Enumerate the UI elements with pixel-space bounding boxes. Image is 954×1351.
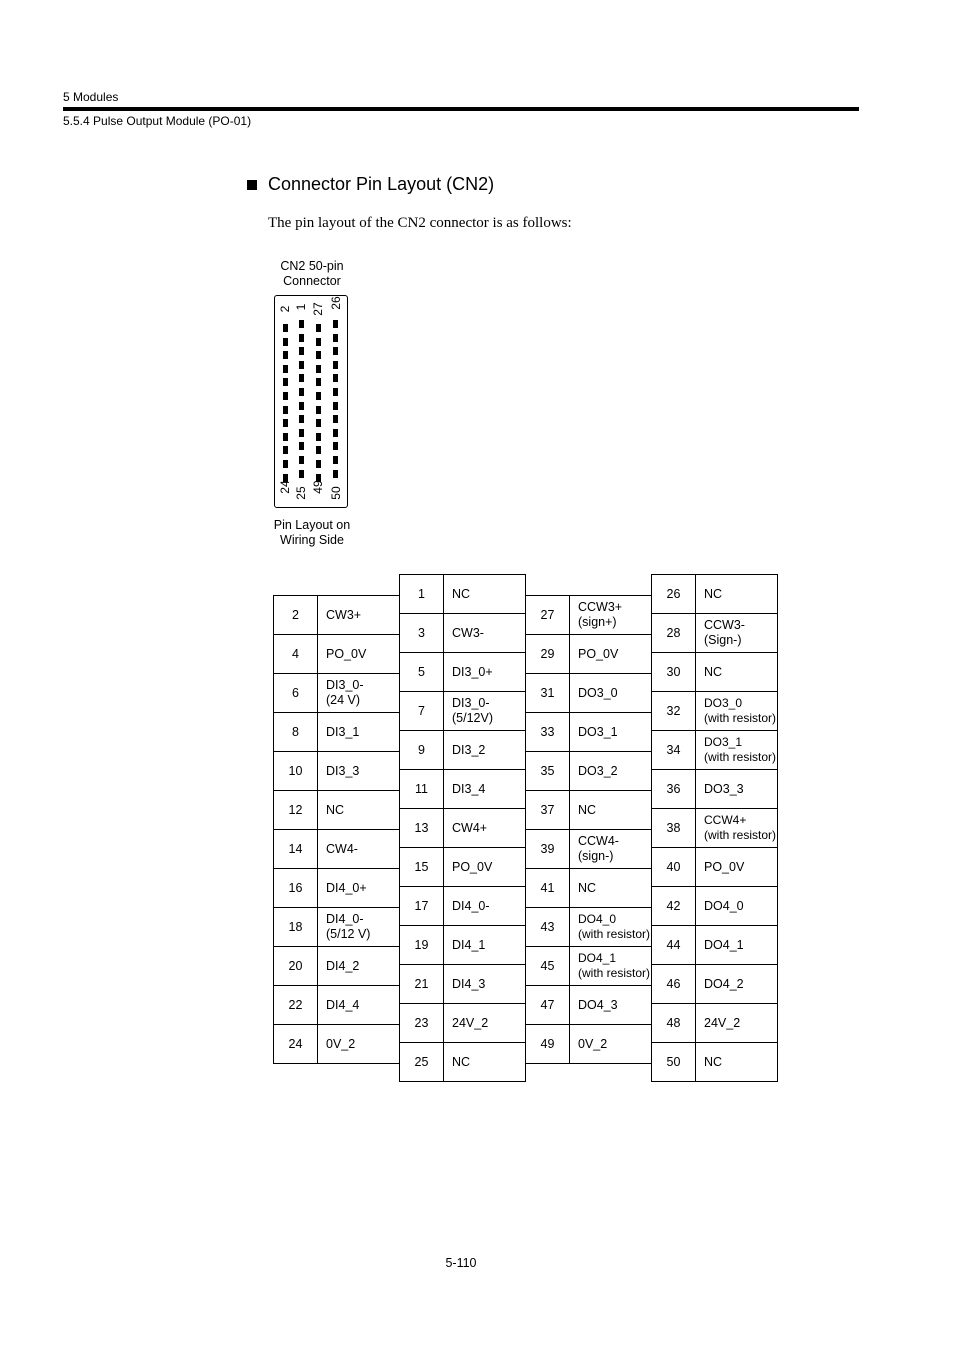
- connector-pin-mark: [333, 388, 338, 396]
- pin-number: 27: [526, 596, 570, 635]
- connector-pin-mark: [333, 470, 338, 478]
- pin-signal: [444, 926, 526, 965]
- connector-pin-mark: [316, 338, 321, 346]
- signal-line: DI3_2: [452, 742, 486, 757]
- signal-line: CW4-: [326, 841, 358, 856]
- signal-line: NC: [578, 880, 597, 895]
- signal-line: DI3_0+: [452, 664, 493, 679]
- pin-number: 30: [652, 653, 696, 692]
- pin-number: 41: [526, 869, 570, 908]
- signal-line: 24V_2: [704, 1015, 741, 1030]
- pin-signal: [696, 614, 778, 653]
- connector-pin-mark: [333, 429, 338, 437]
- connector-pin-mark: [333, 334, 338, 342]
- pin-number: 8: [274, 713, 318, 752]
- pin-number: 36: [652, 770, 696, 809]
- signal-line: DO4_0: [578, 912, 617, 926]
- connector-pin-mark: [299, 429, 304, 437]
- signal-line: DI3_0-: [452, 696, 490, 710]
- signal-line: (with resistor): [704, 828, 777, 842]
- pin-signal: [570, 986, 652, 1025]
- table-row: [274, 635, 400, 674]
- pin-number: 47: [526, 986, 570, 1025]
- signal-line: DI3_4: [452, 781, 486, 796]
- table-row: [526, 791, 652, 830]
- signal-line: 0V_2: [326, 1036, 356, 1051]
- table-row: [400, 926, 526, 965]
- pin-table-column-3: [525, 595, 652, 1064]
- pin-number: 20: [274, 947, 318, 986]
- signal-line: (24 V): [326, 693, 361, 707]
- pin-signal: [444, 887, 526, 926]
- pin-signal: [318, 635, 400, 674]
- signal-line: DO4_3: [578, 997, 618, 1012]
- table-row: [526, 830, 652, 869]
- pin-number: 22: [274, 986, 318, 1025]
- pin-number: 33: [526, 713, 570, 752]
- pin-signal: [444, 614, 526, 653]
- connector-pin-mark: [333, 361, 338, 369]
- bullet-square-icon: [247, 180, 257, 190]
- connector-pin-mark: [299, 470, 304, 478]
- table-row: [274, 869, 400, 908]
- connector-pin-label-top: 2: [278, 305, 292, 313]
- connector-pin-mark: [333, 374, 338, 382]
- pin-number: 19: [400, 926, 444, 965]
- pin-number: 45: [526, 947, 570, 986]
- connector-pin-mark: [299, 374, 304, 382]
- pin-number: 25: [400, 1043, 444, 1082]
- signal-line: (with resistor): [704, 750, 777, 764]
- connector-pin-mark: [299, 361, 304, 369]
- connector-pin-label-bottom: 50: [329, 486, 343, 500]
- caption-line: Connector: [283, 274, 341, 288]
- table-row: [526, 752, 652, 791]
- pin-signal: [318, 869, 400, 908]
- signal-line: PO_0V: [704, 859, 745, 874]
- table-row: [652, 653, 778, 692]
- table-row: [652, 1004, 778, 1043]
- pin-number: 2: [274, 596, 318, 635]
- pin-signal: [318, 830, 400, 869]
- pin-signal: [318, 908, 400, 947]
- signal-line: DO4_0: [704, 898, 744, 913]
- pin-signal: [696, 848, 778, 887]
- table-row: [274, 713, 400, 752]
- pin-signal: [570, 635, 652, 674]
- table-row: [274, 908, 400, 947]
- table-row: [274, 1025, 400, 1064]
- signal-line: DO4_2: [704, 976, 744, 991]
- signal-line: CCW3-: [704, 618, 745, 632]
- table-row: [526, 596, 652, 635]
- page-number: 5-110: [445, 1256, 477, 1270]
- connector-pin-label-bottom: 24: [278, 480, 292, 494]
- signal-line: DI3_3: [326, 763, 360, 778]
- pin-signal: [318, 791, 400, 830]
- intro-text: The pin layout of the CN2 connector is as follows:: [268, 215, 572, 231]
- pin-number: 34: [652, 731, 696, 770]
- connector-pin-mark: [316, 433, 321, 441]
- signal-line: DO3_3: [704, 781, 744, 796]
- table-row: [274, 674, 400, 713]
- connector-pin-mark: [333, 347, 338, 355]
- pin-number: 15: [400, 848, 444, 887]
- connector-pin-mark: [333, 402, 338, 410]
- connector-diagram: [274, 295, 348, 508]
- pin-signal: [696, 809, 778, 848]
- pin-signal: [444, 575, 526, 614]
- pin-number: 23: [400, 1004, 444, 1043]
- table-row: [526, 869, 652, 908]
- connector-pin-mark: [283, 419, 288, 427]
- signal-line: NC: [704, 664, 723, 679]
- pin-number: 39: [526, 830, 570, 869]
- table-row: [652, 887, 778, 926]
- connector-pin-label-top: 27: [311, 302, 325, 316]
- connector-pin-mark: [283, 378, 288, 386]
- table-row: [400, 692, 526, 731]
- signal-line: (5/12V): [452, 711, 493, 725]
- signal-line: (with resistor): [704, 711, 777, 725]
- table-row: [400, 1043, 526, 1082]
- pin-number: 38: [652, 809, 696, 848]
- pin-number: 32: [652, 692, 696, 731]
- signal-line: DI4_4: [326, 997, 360, 1012]
- connector-pin-label-bottom: 25: [294, 486, 308, 500]
- caption-line: Wiring Side: [280, 533, 344, 547]
- pin-number: 9: [400, 731, 444, 770]
- signal-line: DO4_1: [578, 951, 617, 965]
- pin-signal: [570, 596, 652, 635]
- signal-line: DO3_2: [578, 763, 618, 778]
- signal-line: DI3_0-: [326, 678, 364, 692]
- pin-number: 35: [526, 752, 570, 791]
- table-row: [274, 752, 400, 791]
- pin-number: 24: [274, 1025, 318, 1064]
- table-row: [274, 947, 400, 986]
- pin-table-column-1: [273, 595, 400, 1064]
- connector-pin-label-top: 1: [294, 303, 308, 311]
- table-row: [526, 674, 652, 713]
- pin-number: 49: [526, 1025, 570, 1064]
- table-row: [526, 986, 652, 1025]
- table-row: [400, 887, 526, 926]
- pin-signal: [570, 869, 652, 908]
- pin-signal: [696, 965, 778, 1004]
- table-row: [274, 830, 400, 869]
- pin-signal: [444, 965, 526, 1004]
- signal-line: (sign+): [578, 615, 617, 629]
- signal-line: NC: [704, 1054, 723, 1069]
- pin-number: 28: [652, 614, 696, 653]
- caption-line: CN2 50-pin: [280, 259, 344, 273]
- pin-number: 48: [652, 1004, 696, 1043]
- signal-line: PO_0V: [452, 859, 493, 874]
- pin-signal: [444, 770, 526, 809]
- pin-number: 40: [652, 848, 696, 887]
- table-row: [652, 692, 778, 731]
- connector-pin-mark: [299, 334, 304, 342]
- connector-pin-mark: [316, 419, 321, 427]
- signal-line: 24V_2: [452, 1015, 489, 1030]
- table-row: [400, 1004, 526, 1043]
- connector-pin-mark: [316, 351, 321, 359]
- pin-signal: [444, 731, 526, 770]
- signal-line: DI4_3: [452, 976, 486, 991]
- connector-pin-mark: [316, 460, 321, 468]
- table-row: [400, 770, 526, 809]
- connector-pin-mark: [316, 378, 321, 386]
- signal-line: NC: [452, 586, 471, 601]
- signal-line: DO3_1: [578, 724, 618, 739]
- connector-pin-mark: [283, 365, 288, 373]
- chapter-header: 5 Modules: [63, 90, 119, 104]
- connector-pin-mark: [316, 392, 321, 400]
- pin-signal: [570, 908, 652, 947]
- pin-number: 7: [400, 692, 444, 731]
- signal-line: DO3_0: [704, 696, 743, 710]
- pin-signal: [444, 809, 526, 848]
- pin-signal: [696, 926, 778, 965]
- section-title: Connector Pin Layout (CN2): [268, 174, 495, 194]
- pin-signal: [696, 731, 778, 770]
- pin-signal: [318, 713, 400, 752]
- table-row: [526, 908, 652, 947]
- table-row: [652, 809, 778, 848]
- connector-pin-mark: [283, 433, 288, 441]
- connector-pin-mark: [316, 406, 321, 414]
- table-row: [400, 965, 526, 1004]
- pin-signal: [318, 986, 400, 1025]
- connector-pin-mark: [299, 388, 304, 396]
- table-row: [400, 809, 526, 848]
- pin-number: 50: [652, 1043, 696, 1082]
- signal-line: DO3_1: [704, 735, 743, 749]
- connector-pin-mark: [283, 351, 288, 359]
- connector-pin-label-top: 26: [329, 296, 343, 310]
- pin-number: 21: [400, 965, 444, 1004]
- pin-number: 42: [652, 887, 696, 926]
- pin-signal: [696, 575, 778, 614]
- pin-signal: [444, 1004, 526, 1043]
- table-row: [526, 1025, 652, 1064]
- signal-line: (sign-): [578, 849, 614, 863]
- table-row: [400, 575, 526, 614]
- pin-number: 37: [526, 791, 570, 830]
- table-row: [400, 848, 526, 887]
- signal-line: CCW4+: [704, 813, 747, 827]
- pin-signal: [318, 1025, 400, 1064]
- connector-pin-mark: [333, 320, 338, 328]
- signal-line: DI4_1: [452, 937, 486, 952]
- pin-signal: [570, 752, 652, 791]
- connector-pin-mark: [283, 406, 288, 414]
- pin-signal: [570, 674, 652, 713]
- connector-pin-mark: [333, 415, 338, 423]
- pin-signal: [696, 692, 778, 731]
- pin-number: 16: [274, 869, 318, 908]
- pin-signal: [444, 1043, 526, 1082]
- pin-signal: [570, 830, 652, 869]
- signal-line: NC: [326, 802, 345, 817]
- pin-signal: [570, 947, 652, 986]
- pin-signal: [444, 848, 526, 887]
- signal-line: CCW4-: [578, 834, 619, 848]
- signal-line: CW3-: [452, 625, 484, 640]
- connector-caption-top: [262, 259, 362, 289]
- table-row: [400, 614, 526, 653]
- signal-line: DI3_1: [326, 724, 360, 739]
- signal-line: (Sign-): [704, 633, 742, 647]
- pin-signal: [696, 770, 778, 809]
- table-row: [274, 596, 400, 635]
- pin-signal: [318, 752, 400, 791]
- signal-line: PO_0V: [578, 646, 619, 661]
- signal-line: DI4_0-: [452, 898, 490, 913]
- table-row: [652, 770, 778, 809]
- table-row: [274, 791, 400, 830]
- pin-signal: [444, 692, 526, 731]
- connector-pin-mark: [316, 324, 321, 332]
- connector-pin-mark: [333, 456, 338, 464]
- connector-pin-mark: [283, 446, 288, 454]
- pin-number: 17: [400, 887, 444, 926]
- pin-signal: [318, 596, 400, 635]
- signal-line: CCW3+: [578, 600, 623, 614]
- pin-number: 44: [652, 926, 696, 965]
- pin-number: 18: [274, 908, 318, 947]
- signal-line: PO_0V: [326, 646, 367, 661]
- pin-signal: [318, 674, 400, 713]
- table-row: [652, 731, 778, 770]
- connector-pin-mark: [299, 402, 304, 410]
- connector-caption-bottom: [262, 518, 362, 548]
- pin-number: 5: [400, 653, 444, 692]
- connector-pin-mark: [283, 392, 288, 400]
- pin-number: 12: [274, 791, 318, 830]
- signal-line: (with resistor): [578, 927, 651, 941]
- signal-line: (with resistor): [578, 966, 651, 980]
- connector-pin-mark: [316, 365, 321, 373]
- connector-pin-mark: [299, 442, 304, 450]
- section-heading: [247, 174, 494, 195]
- table-row: [400, 731, 526, 770]
- connector-pin-mark: [283, 460, 288, 468]
- pin-number: 10: [274, 752, 318, 791]
- connector-pin-mark: [299, 415, 304, 423]
- table-row: [652, 614, 778, 653]
- pin-signal: [318, 947, 400, 986]
- signal-line: NC: [578, 802, 597, 817]
- signal-line: 0V_2: [578, 1036, 608, 1051]
- pin-number: 46: [652, 965, 696, 1004]
- signal-line: DO4_1: [704, 937, 744, 952]
- pin-number: 3: [400, 614, 444, 653]
- pin-number: 4: [274, 635, 318, 674]
- table-row: [526, 713, 652, 752]
- connector-pin-mark: [299, 456, 304, 464]
- table-row: [526, 947, 652, 986]
- connector-pin-mark: [333, 442, 338, 450]
- pin-signal: [696, 1004, 778, 1043]
- table-row: [652, 926, 778, 965]
- header-rule: [63, 107, 859, 111]
- table-row: [652, 1043, 778, 1082]
- pin-signal: [696, 1043, 778, 1082]
- connector-pin-mark: [283, 324, 288, 332]
- connector-pin-mark: [299, 347, 304, 355]
- signal-line: DI4_2: [326, 958, 360, 973]
- pin-number: 43: [526, 908, 570, 947]
- table-row: [274, 986, 400, 1025]
- pin-signal: [570, 713, 652, 752]
- pin-signal: [696, 887, 778, 926]
- pin-number: 6: [274, 674, 318, 713]
- connector-pin-label-bottom: 49: [311, 480, 325, 494]
- pin-number: 29: [526, 635, 570, 674]
- pin-signal: [444, 653, 526, 692]
- pin-signal: [570, 1025, 652, 1064]
- pin-table-column-4: [651, 574, 778, 1082]
- pin-signal: [570, 791, 652, 830]
- subsection-header: 5.5.4 Pulse Output Module (PO-01): [63, 114, 252, 128]
- pin-number: 13: [400, 809, 444, 848]
- signal-line: (5/12 V): [326, 927, 371, 941]
- table-row: [652, 965, 778, 1004]
- caption-line: Pin Layout on: [273, 518, 351, 532]
- connector-pin-mark: [283, 338, 288, 346]
- signal-line: NC: [452, 1054, 471, 1069]
- table-row: [400, 653, 526, 692]
- signal-line: DI4_0+: [326, 880, 367, 895]
- table-row: [652, 848, 778, 887]
- table-row: [526, 635, 652, 674]
- connector-pin-mark: [316, 446, 321, 454]
- pin-number: 31: [526, 674, 570, 713]
- pin-number: 11: [400, 770, 444, 809]
- signal-line: DI4_0-: [326, 912, 364, 926]
- pin-number: 1: [400, 575, 444, 614]
- pin-table-column-2: [399, 574, 526, 1082]
- pin-number: 14: [274, 830, 318, 869]
- signal-line: CW4+: [452, 820, 488, 835]
- signal-line: NC: [704, 586, 723, 601]
- connector-pin-mark: [299, 320, 304, 328]
- pin-signal: [696, 653, 778, 692]
- table-row: [652, 575, 778, 614]
- pin-number: 26: [652, 575, 696, 614]
- signal-line: CW3+: [326, 607, 362, 622]
- signal-line: DO3_0: [578, 685, 618, 700]
